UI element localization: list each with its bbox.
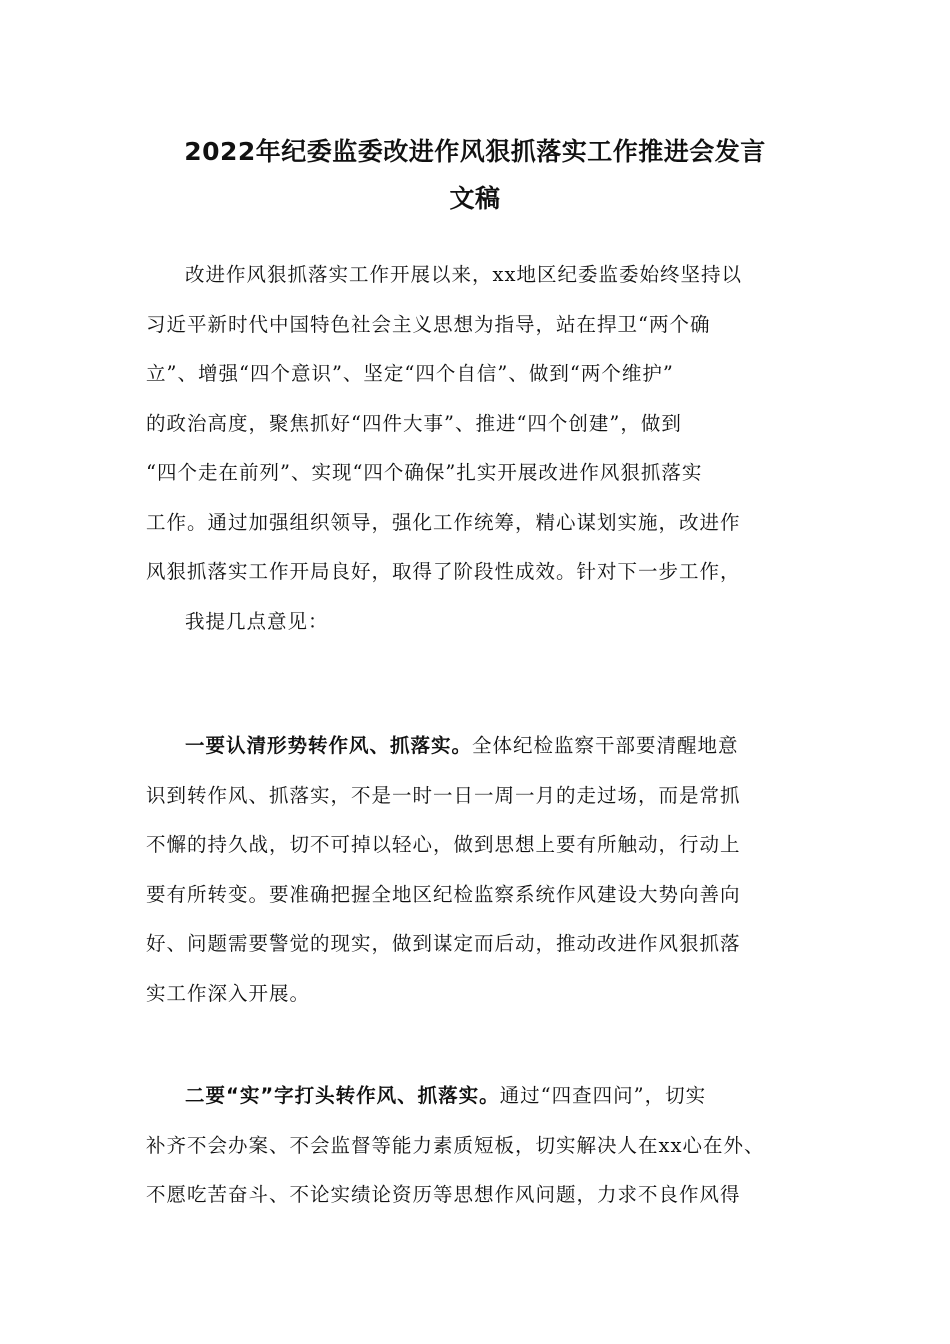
text-line: 不愿吃苦奋斗、不论实绩论资历等思想作风问题，力求不良作风得 (146, 1183, 741, 1206)
title-line-1: 2022年纪委监委改进作风狠抓落实工作推进会发言 (184, 137, 766, 166)
text-line: “四个走在前列”、实现“四个确保”扎实开展改进作风狠抓落实 (146, 461, 703, 484)
paragraph-point-two (146, 1071, 810, 1220)
point-heading: 二要“实”字打头转作风、抓落实。 (185, 1084, 500, 1107)
text-line: 习近平新时代中国特色社会主义思想为指导，站在捍卫“两个确 (146, 312, 711, 336)
text-line: 要有所转变。要准确把握全地区纪检监察系统作风建设大势向善向 (146, 882, 741, 906)
text-line: 工作。通过加强组织领导，强化工作统筹，精心谋划实施，改进作 (146, 510, 741, 534)
paragraph-point-one (146, 721, 810, 1018)
text-line (146, 721, 810, 771)
text-line: 我提几点意见： (185, 609, 329, 633)
text-line: 不懈的持久战，切不可掉以轻心，做到思想上要有所触动，行动上 (146, 833, 741, 856)
text-line: 风狠抓落实工作开局良好，取得了阶段性成效。针对下一步工作， (146, 560, 741, 583)
text-line: 立”、增强“四个意识”、坚定“四个自信”、做到“两个维护” (146, 362, 674, 385)
point-text: 通过“四查四问”，切实 (499, 1084, 707, 1107)
point-heading: 一要认清形势转作风、抓落实。 (185, 734, 473, 757)
text-line: 识到转作风、抓落实，不是一时一日一周一月的走过场，而是常抓 (146, 783, 741, 807)
text-line: 实工作深入开展。 (146, 981, 311, 1005)
text-line: 改进作风狠抓落实工作开展以来，xx地区纪委监委始终坚持以 (185, 263, 742, 286)
document-title (140, 128, 810, 222)
text-line: 的政治高度，聚焦抓好“四件大事”、推进“四个创建”，做到 (146, 411, 682, 435)
paragraph-intro (146, 250, 810, 646)
point-text: 全体纪检监察干部要清醒地意 (472, 734, 739, 757)
text-line: 补齐不会办案、不会监督等能力素质短板，切实解决人在xx心在外、 (146, 1133, 765, 1157)
text-line (146, 1071, 810, 1121)
title-line-2: 文稿 (449, 184, 501, 213)
text-line: 好、问题需要警觉的现实，做到谋定而后动，推动改进作风狠抓落 (146, 932, 741, 955)
